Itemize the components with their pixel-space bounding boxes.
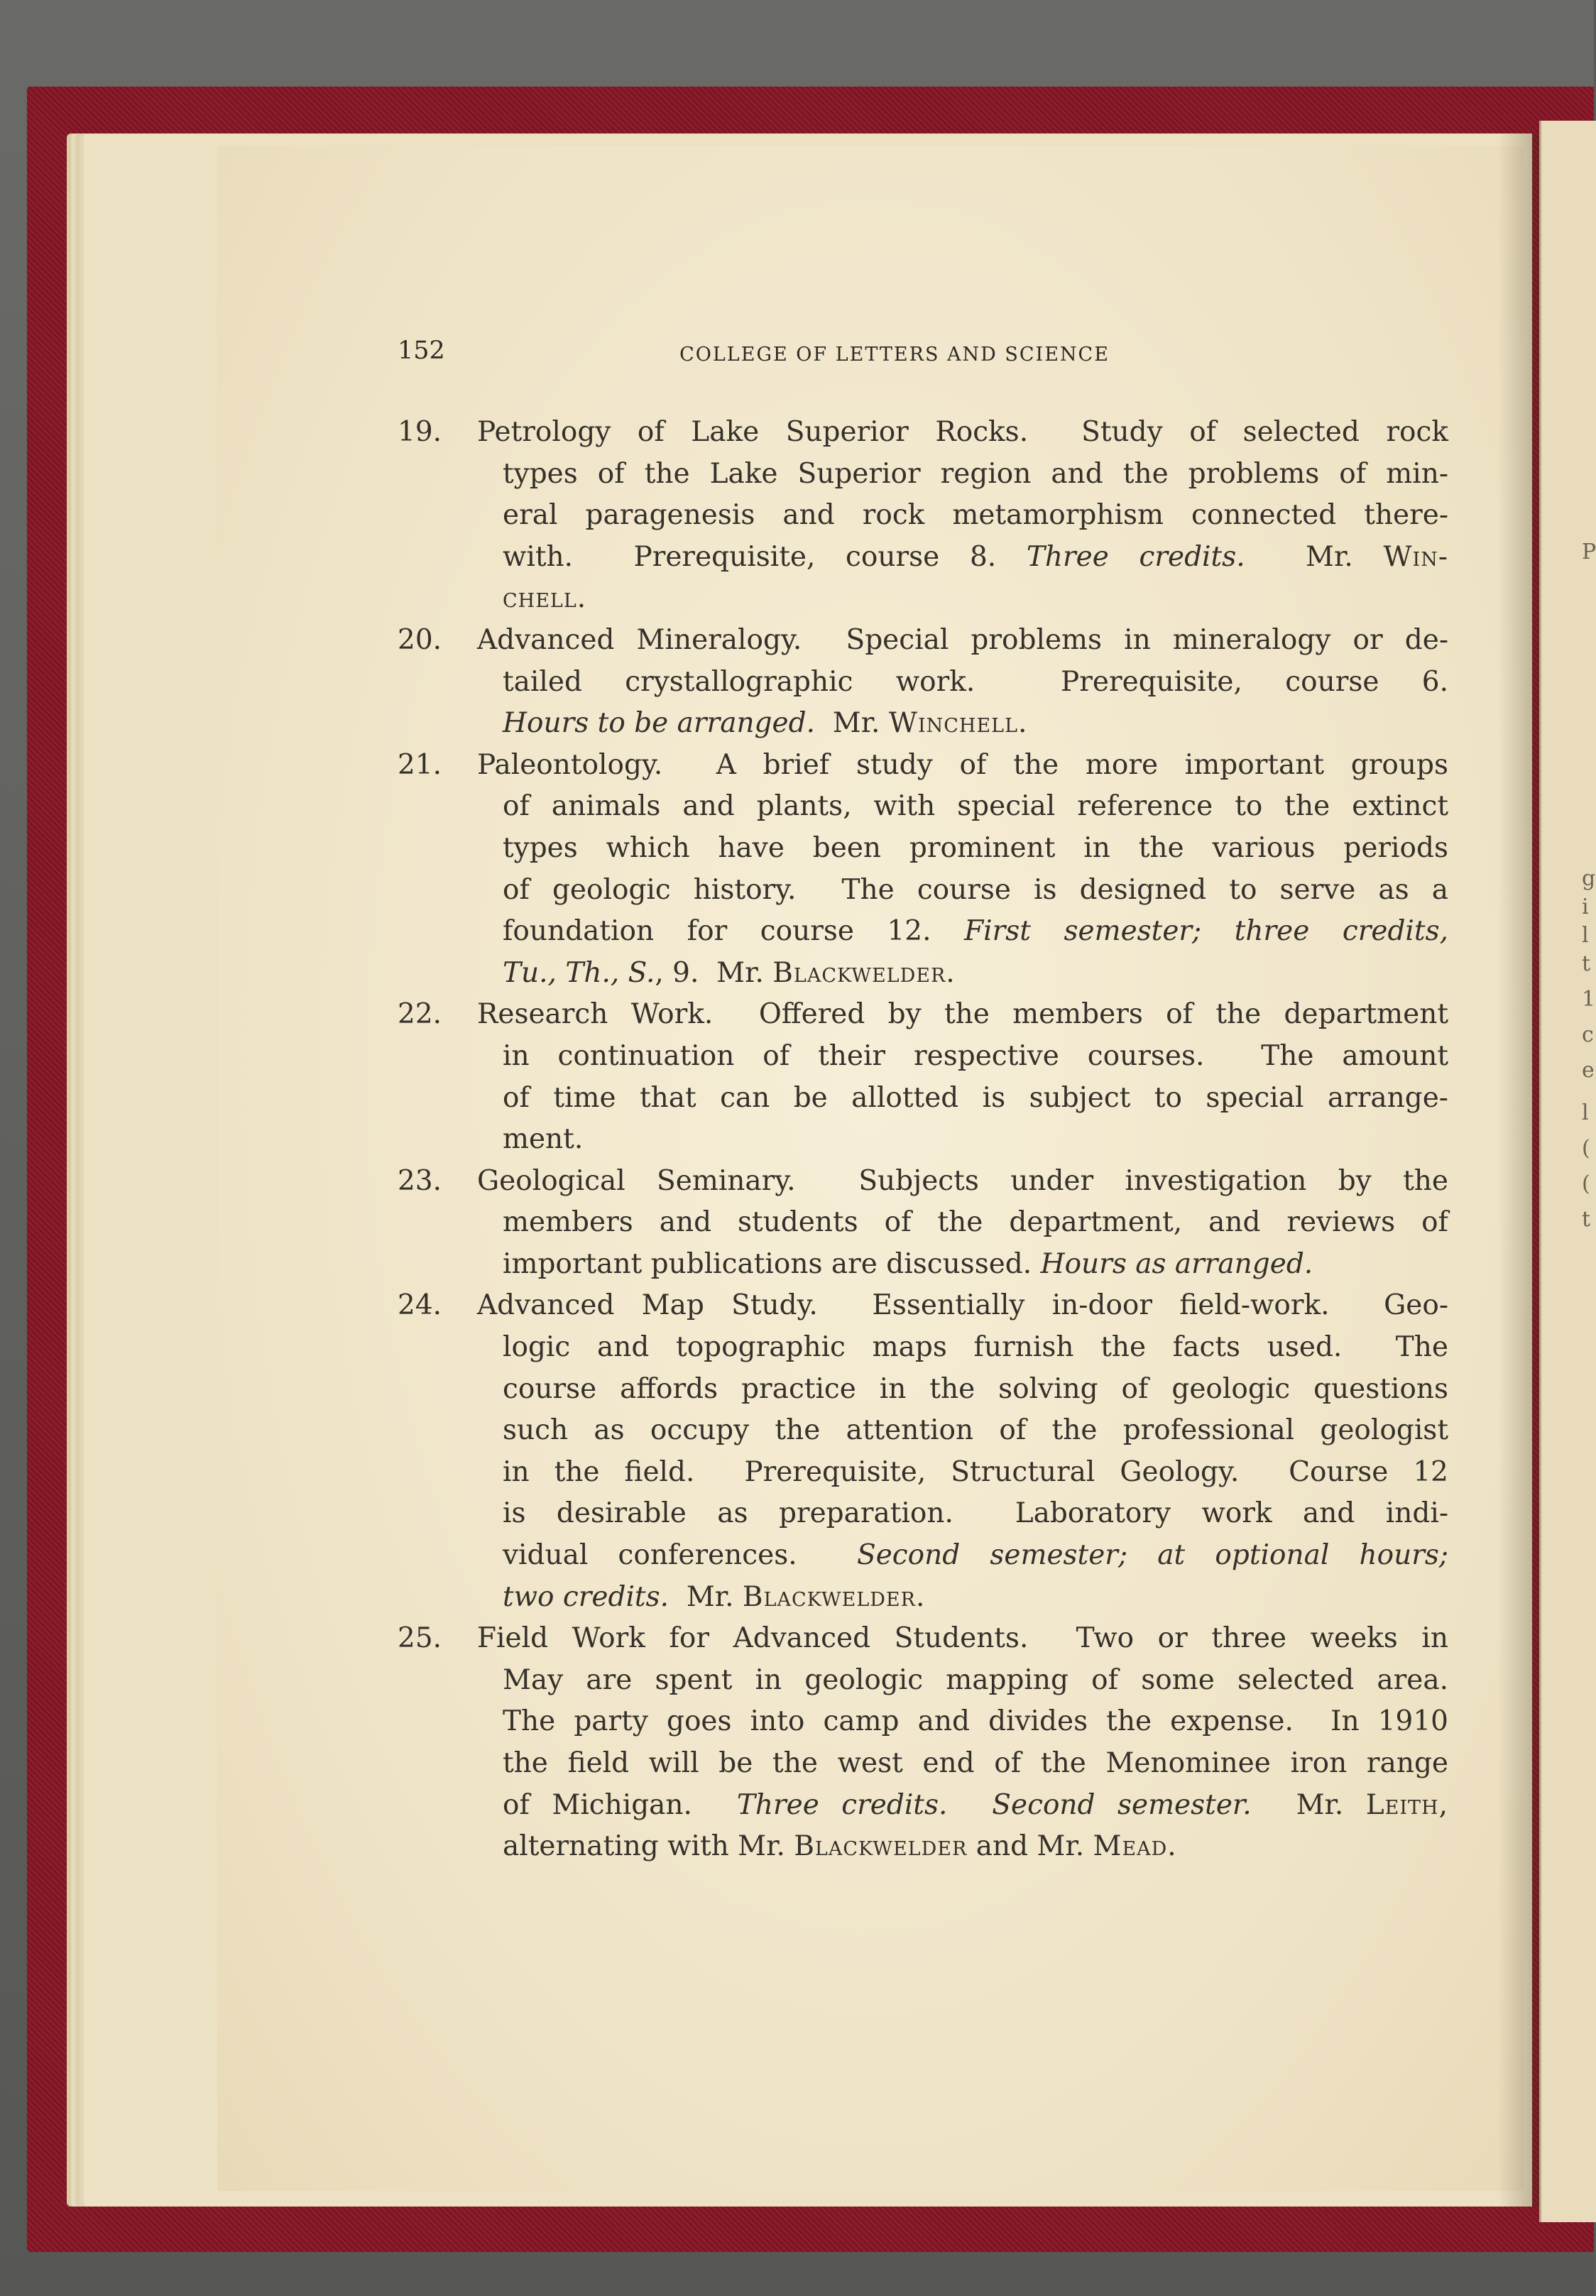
italic-run: Hours as arranged. (1040, 1247, 1313, 1280)
text-line (477, 1660, 1448, 1702)
course-entry (398, 412, 1448, 620)
course-entry (398, 994, 1448, 1160)
instructor-name: Mead. (1093, 1830, 1177, 1863)
facing-page-fragments (1582, 497, 1594, 1633)
facing-page-fragment: t (1582, 951, 1591, 976)
instructor-name: Blackwelder. (772, 956, 956, 989)
facing-page-fragment: c (1582, 1022, 1594, 1047)
text-line (477, 662, 1448, 704)
text-run: of geologic history. The course is designed to serve as a (503, 873, 1448, 906)
italic-run: Second semester; at optional hours; (857, 1539, 1448, 1572)
text-run: alternating with Mr. (503, 1830, 794, 1863)
text-run: members and students of the department, and reviews of (503, 1206, 1448, 1239)
text-line (477, 1535, 1448, 1577)
course-number: 20. (398, 623, 442, 656)
text-line (477, 537, 1448, 579)
text-line (477, 786, 1448, 828)
text-run: such as occupy the attention of the professional geologist (503, 1414, 1448, 1447)
course-description (477, 745, 1448, 995)
text-line (477, 1119, 1448, 1161)
text-line (477, 911, 1448, 953)
facing-page-fragment: ( (1582, 1136, 1590, 1161)
course-entry (398, 1618, 1448, 1868)
text-run: of animals and plants, with special reference to the extinct (503, 790, 1448, 823)
course-list (398, 412, 1448, 1868)
text-run: of Michigan. (503, 1788, 737, 1821)
page-number: 152 (398, 337, 445, 365)
text-line (477, 1493, 1448, 1535)
course-description (477, 1285, 1448, 1618)
text-run: Paleontology. A brief study of the more important groups (477, 748, 1448, 781)
text-line (477, 454, 1448, 496)
facing-page-fragment: l (1582, 923, 1589, 948)
facing-page-fragment: g (1582, 866, 1596, 891)
text-line (477, 1452, 1448, 1494)
text-line (477, 1078, 1448, 1120)
text-run: Advanced Map Study. Essentially in-door field-work. Geo- (477, 1289, 1448, 1322)
course-number: 24. (398, 1289, 442, 1322)
facing-page-fragment: ( (1582, 1171, 1590, 1196)
text-run: tailed crystallographic work. Prerequisite, course 6. (503, 665, 1448, 698)
text-line (477, 1743, 1448, 1785)
text-run: , 9. Mr. (655, 956, 773, 989)
italic-run: two credits. (503, 1580, 669, 1613)
text-line (477, 1369, 1448, 1411)
facing-page-fragment: e (1582, 1058, 1595, 1083)
text-line (477, 620, 1448, 662)
text-run: Mr. (1245, 540, 1384, 573)
text-run: course affords practice in the solving of geologic questions (503, 1372, 1448, 1405)
text-run: Geological Seminary. Subjects under investigation by the (477, 1164, 1448, 1197)
text-line (477, 412, 1448, 454)
instructor-name: Blackwelder. (742, 1580, 926, 1613)
text-line (477, 1410, 1448, 1452)
text-line (477, 1161, 1448, 1203)
page-header (398, 337, 1448, 379)
text-line (477, 1285, 1448, 1327)
italic-run: Three credits. (1026, 540, 1245, 573)
text-run: in continuation of their respective courses. The amount (503, 1039, 1448, 1072)
text-line (477, 1244, 1448, 1286)
course-entry (398, 1161, 1448, 1286)
text-line (477, 703, 1448, 745)
italic-run: Tu., Th., S. (503, 956, 655, 989)
text-run: Advanced Mineralogy. Special problems in mineralogy or de- (477, 623, 1448, 656)
text-line (477, 828, 1448, 870)
course-entry (398, 620, 1448, 745)
text-run: in the field. Prerequisite, Structural Geology. Course 12 (503, 1455, 1448, 1488)
course-number: 22. (398, 998, 442, 1031)
facing-page-fragment: 1 (1582, 987, 1596, 1012)
text-line (477, 1826, 1448, 1868)
text-run: of time that can be allotted is subject to special arrange- (503, 1081, 1448, 1114)
text-line (477, 1785, 1448, 1827)
text-line (477, 578, 1448, 620)
text-run: Field Work for Advanced Students. Two or three weeks in (477, 1622, 1448, 1655)
text-run: Petrology of Lake Superior Rocks. Study of selected rock (477, 416, 1448, 448)
text-line (477, 1701, 1448, 1743)
text-run: eral paragenesis and rock metamorphism connected there- (503, 499, 1448, 532)
text-run: types which have been prominent in the various periods (503, 831, 1448, 864)
course-entry (398, 1285, 1448, 1618)
facing-page-fragment: i (1582, 895, 1589, 919)
text-line (477, 745, 1448, 787)
text-run: types of the Lake Superior region and the problems of min- (503, 457, 1448, 490)
italic-run: Three credits. Second semester. (736, 1788, 1252, 1821)
text-run: foundation for course 12. (503, 915, 965, 948)
text-line (477, 1618, 1448, 1660)
italic-run: Hours to be arranged. (503, 707, 815, 740)
facing-page-fragment: P (1582, 540, 1596, 564)
text-run: is desirable as preparation. Laboratory work and indi- (503, 1497, 1448, 1530)
text-line (477, 953, 1448, 995)
instructor-name: Win- (1383, 540, 1448, 573)
text-line (477, 495, 1448, 537)
text-run: and Mr. (967, 1830, 1093, 1863)
instructor-name: Winchell. (888, 707, 1028, 740)
text-run: May are spent in geologic mapping of some selected area. (503, 1663, 1448, 1696)
instructor-name: Leith, (1365, 1788, 1448, 1821)
instructor-name: chell. (503, 582, 587, 615)
text-run: vidual conferences. (503, 1539, 857, 1572)
text-line (477, 1577, 1448, 1619)
text-run: with. Prerequisite, course 8. (503, 540, 1027, 573)
instructor-name: Blackwelder (794, 1830, 968, 1863)
text-run: ment. (503, 1123, 584, 1156)
course-description (477, 620, 1448, 745)
text-line (477, 1327, 1448, 1369)
text-line (477, 1036, 1448, 1078)
text-run: important publications are discussed. (503, 1247, 1041, 1280)
text-run: Mr. (1251, 1788, 1366, 1821)
course-description (477, 412, 1448, 620)
running-head: COLLEGE OF LETTERS AND SCIENCE (679, 344, 1110, 366)
text-run: logic and topographic maps furnish the facts used. The (503, 1331, 1448, 1364)
course-description (477, 1161, 1448, 1286)
text-run: Mr. (669, 1580, 743, 1613)
course-description (477, 994, 1448, 1160)
text-line (477, 994, 1448, 1036)
italic-run: First semester; three credits, (964, 915, 1448, 948)
course-number: 19. (398, 416, 442, 448)
text-run: the field will be the west end of the Menominee iron range (503, 1747, 1448, 1779)
text-run: Research Work. Offered by the members of the department (477, 998, 1448, 1031)
text-run: Mr. (814, 707, 889, 740)
course-entry (398, 745, 1448, 995)
text-line (477, 870, 1448, 912)
text-line (477, 1202, 1448, 1244)
facing-page-fragment: t (1582, 1207, 1591, 1232)
course-number: 25. (398, 1622, 442, 1655)
text-run: The party goes into camp and divides the expense. In 1910 (503, 1705, 1448, 1738)
course-number: 23. (398, 1164, 442, 1197)
course-number: 21. (398, 748, 442, 781)
course-description (477, 1618, 1448, 1868)
facing-page-fragment: l (1582, 1100, 1589, 1125)
